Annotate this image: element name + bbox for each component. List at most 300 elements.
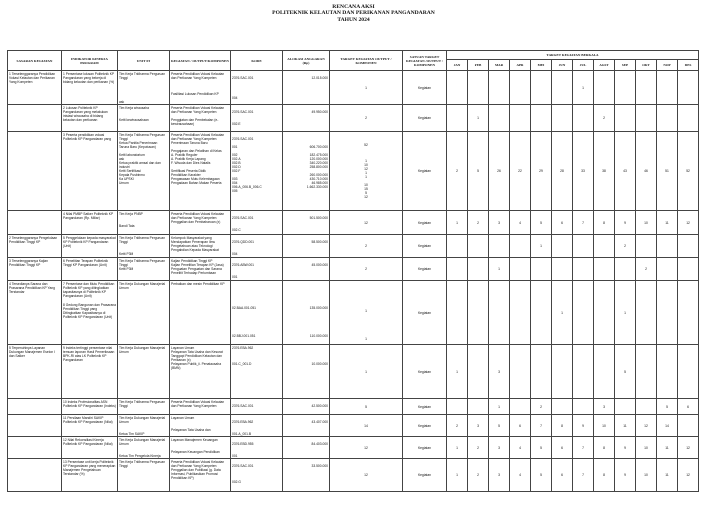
kode-cell [231,345,283,399]
kegiatan-line: Layanan Umum [171,345,195,350]
month-value-jul [573,105,594,132]
kegiatan-line: Pengadaan Bahan Makan Peserta [171,180,222,185]
month-value-apr [510,399,531,415]
alokasi-line: 12.015.000 [311,75,328,80]
kegiatan-cell [170,415,231,437]
kegiatan-line: F. Wisuda dan Dies Natalis [171,160,211,165]
header-indikator: INDIKATOR KINERJA PROGRAM [62,51,118,71]
kode-cell [231,459,283,492]
kegiatan-line: Kajian Pendidikan Tinggi KP [171,258,213,263]
month-value-des: 12 [678,459,699,492]
month-value-des [678,235,699,258]
kegiatan-line: Peserta Pendidikan Vokasi Kelautan dan Perikanan Yang Kompeten [171,211,225,220]
month-value-sep [615,71,636,105]
alokasi-cell [283,105,330,132]
unit-cell [118,211,170,235]
satuan-cell: Kegiatan [403,415,447,437]
month-value-jun [552,71,573,105]
month-value-des [678,258,699,281]
kegiatan-cell [170,437,231,459]
unit-cell [118,437,170,459]
kode-line: 005 [232,188,238,193]
unit-cell [118,345,170,399]
kode-cell [231,105,283,132]
month-value-nop [657,258,678,281]
satuan-cell: Kegiatan [403,345,447,399]
month-value-feb: 2 [468,211,489,235]
month-value-jul [573,258,594,281]
indikator-cell [62,105,118,132]
kode-line: 004 [232,180,238,185]
month-value-mar: 3 [489,459,510,492]
month-value-feb: 2 [468,437,489,459]
kegiatan-line: Pelayanan Tata Usaha dan [171,427,211,432]
kode-cell [231,71,283,105]
unit-line: ask [119,99,125,104]
sasaran-cell: 5 Terpenuhinya Layanan Dukungan Manajemen Eselon I dan Satker [8,345,62,399]
month-value-okt: 10 [636,437,657,459]
month-value-jan: 2 [447,415,468,437]
target-line: 5 [365,191,367,195]
month-value-nop [657,71,678,105]
alokasi-line: 43.407.000 [311,419,328,424]
unit-line: Tim Kerja Dukungan Manajerial Umum [119,281,166,290]
indikator-text: 3 Peserta pendidikan vokasi Politeknik KP Pangandaran yang [63,132,112,141]
indikator-text: 12 Nilai Rekonsiliasi Kinerja Politeknik KP Pangandaran (Nilai) [63,437,113,446]
kegiatan-line: Layanan Manajemen Keuangan [171,437,218,442]
kode-line: 2376.SAC.001 [232,109,254,114]
month-value-mar: 1 [489,258,510,281]
month-value-feb: 2 [468,459,489,492]
table-row [8,459,699,492]
kode-line: 002.B [232,160,241,165]
header-target-output: TARGET KEGIATAN OUTPUT / KOMPONEN [330,51,403,71]
header-sasaran: SASARAN KEGIATAN [8,51,62,71]
month-value-mei: 29 [531,132,552,211]
header-month-des: DES [678,60,699,71]
satuan-cell: Kegiatan [403,437,447,459]
month-value-feb: 5 [468,132,489,211]
month-value-mar [489,105,510,132]
unit-cell [118,71,170,105]
table-row [8,415,699,437]
month-value-agst: 10 [594,415,615,437]
month-value-apr [510,345,531,399]
month-value-feb [468,345,489,399]
header-target-berkala: TARGET KEGIATAN BERKALA [447,51,699,60]
month-value-des [678,105,699,132]
month-value-okt [636,281,657,345]
target-cell: 12 [330,459,403,492]
kode-line: 2376.SAC.001 [232,75,254,80]
month-value-okt: 46 [636,132,657,211]
month-value-jan: 1 [447,211,468,235]
target-cell: 12 [330,211,403,235]
kode-line: 002.C [232,227,241,232]
kegiatan-cell [170,459,231,492]
month-value-agst [594,258,615,281]
table-row [8,399,699,415]
sasaran-cell [8,132,62,211]
month-value-agst [594,71,615,105]
alokasi-cell [283,399,330,415]
unit-line: Tim Kerja Dukungan Manajerial Umum [119,415,166,424]
document-title [0,4,707,23]
month-value-mar: 1 [489,399,510,415]
alokasi-line: 42.500.000 [311,403,328,408]
kode-line: 003 [232,176,238,181]
unit-line: Umum [119,180,129,185]
alokasi-cell [283,211,330,235]
month-value-mei: 5 [531,211,552,235]
alokasi-line: 135.000.000 [309,305,328,310]
alokasi-cell [283,71,330,105]
month-value-sep: 1 [615,281,636,345]
target-line: 1 [365,171,367,175]
unit-line: Tim Kerja Tridharma Perguruan Tinggi [119,258,166,267]
indikator-text: 7 Persentase dan Mutu Pendidikan Politeknik KP yang ditingkatkan kapasitasnya di Politeknik KP Pangandaran (Unit) [63,281,115,298]
kode-line: 004 [232,95,238,100]
satuan-cell: Kegiatan [403,459,447,492]
title-line-3: TAHUN 2024 [337,16,370,23]
kode-line: 006.A_006.B_006.C [232,184,262,189]
month-value-apr: 6 [510,415,531,437]
month-value-mar: 26 [489,132,510,211]
kode-cell [231,132,283,211]
target-line: 52 [364,143,368,147]
month-value-apr [510,235,531,258]
alokasi-line: 501.500.000 [309,215,328,220]
month-value-mei [531,281,552,345]
month-value-jun: 28 [552,132,573,211]
sasaran-cell: 2 Terselenggaranya Pengelolaan Pendidikan Tinggi KP [8,235,62,258]
month-value-jan [447,105,468,132]
kegiatan-line: Kajian Penelitian Terapan KP (Jasa) [171,262,224,267]
month-value-mei: 5 [531,437,552,459]
header-month-jan: JAN [447,60,468,71]
kode-cell [231,211,283,235]
unit-line: Tim Kerja Tridharma Perguruan Tinggi [119,235,166,244]
month-value-jul [573,345,594,399]
month-value-mei [531,345,552,399]
header-month-mei: MEI [531,60,552,71]
month-value-jun: 6 [552,211,573,235]
indikator-text: 2 Lulusan Politeknik KP Pangandaran yang melakukan inisiasi wirausaha di bidang kelautan dan perikanan [63,105,108,122]
kode-line: 2376.SAC.001 [232,136,254,141]
indikator-cell [62,132,118,211]
header-month-mar: MAR [489,60,510,71]
alokasi-cell [283,258,330,281]
alokasi-cell [283,437,330,459]
alokasi-cell [283,345,330,399]
target-cell [330,281,403,345]
kode-line: 002.E [232,121,241,126]
satuan-cell: Kegiatan [403,235,447,258]
kegiatan-line: A. Praktik Kerja Lapang [171,156,206,161]
kode-line: 002.A [232,156,241,161]
kode-cell [231,399,283,415]
sasaran-cell: 3 Terselenggaranya Kajian Pendidikan Tinggi KP [8,258,62,281]
target-line: 15 [364,187,368,191]
month-value-apr [510,258,531,281]
month-value-jan [447,258,468,281]
alokasi-line: 340.220.000 [309,160,328,165]
month-value-nop [657,235,678,258]
month-value-mei [531,258,552,281]
target-cell: 1 [330,345,403,399]
month-value-jan: 1 [447,437,468,459]
month-value-apr: 22 [510,132,531,211]
kode-line: 002.F [232,168,241,173]
indikator-text: 4 Nilai PMBP Satker Politeknik KP Pangandaran (Rp. Miliar) [63,211,114,220]
action-plan-table [7,50,699,492]
kegiatan-line: Pendidikan Karakter [171,172,201,177]
sasaran-cell [8,459,62,492]
month-value-nop: 5 [657,399,678,415]
indikator-text: 10 Indeks Profesionalitas ASN Politeknik KP Pangandaran (Indeks) [63,399,116,408]
header-month-sep: SEP [615,60,636,71]
satuan-cell: Kegiatan [403,258,447,281]
alokasi-line: 260.000.000 [309,172,328,177]
indikator-cell [62,399,118,415]
alokasi-line: 45.000.000 [311,262,328,267]
month-value-jul: 7 [573,459,594,492]
kegiatan-cell [170,211,231,235]
month-value-des [678,415,699,437]
month-value-mar: 3 [489,211,510,235]
unit-line: Tim Kerja wirausaha [119,105,149,110]
month-value-apr [510,281,531,345]
month-value-okt [636,235,657,258]
kegiatan-line: Sertifikasi Peserta Didik [171,168,206,173]
alokasi-cell [283,415,330,437]
month-value-mar: 3 [489,345,510,399]
month-value-jun: 8 [552,415,573,437]
unit-line: Tim Kerja Tridharma Perguruan Tinggi [119,399,166,408]
month-value-okt: 12 [636,415,657,437]
unit-line: Ketit P3M [119,266,134,271]
sasaran-cell [8,211,62,235]
kode-line: 2376.QDD.001 [232,239,254,244]
header-unit: UNIT PJ [118,51,170,71]
table-row [8,281,699,345]
month-value-jun [552,105,573,132]
kegiatan-line: Pelayanan Publik_ii. Penatausaha (BMN) [171,361,222,370]
alokasi-line: 84.403.000 [311,441,328,446]
kode-line: 02.BAA.001.051 [232,305,257,310]
unit-line: Ka UPSKI [119,176,134,181]
month-value-mar [489,281,510,345]
month-value-agst: 38 [594,132,615,211]
unit-cell [118,415,170,437]
alokasi-line: 33.500.000 [311,463,328,468]
kegiatan-line: Pelayanan Tata Usaha dan Kesurat Tanggapi Pendidikan Kelautan dan Perikanan (x) [171,349,223,362]
target-line: 1 [365,336,367,341]
target-line: 1 [365,159,367,163]
month-value-jan: 1 [447,459,468,492]
header-kegiatan: KEGIATAN / OUTPUT/KOMPONEN [170,51,231,71]
kode-line: 004 [232,251,238,256]
target-cell: 1 [330,71,403,105]
month-value-nop [657,345,678,399]
indikator-cell [62,258,118,281]
month-value-jan [447,281,468,345]
kegiatan-line: Peserta Pendidikan Vokasi Kelautan dan Perikanan Yang Kompeten [171,71,225,80]
kode-cell [231,415,283,437]
indikator-text: 11 Persilaan Mandiri SAKIP Politeknik KP Pangandaran (Nilai) [63,415,113,424]
kode-line: 001 [232,144,238,149]
kegiatan-cell [170,235,231,258]
sasaran-cell [8,437,62,459]
kode-line: 001 [232,453,238,458]
kode-cell [231,437,283,459]
target-line: 1 [365,308,367,313]
kegiatan-line: Penggalian dan Publikasi (g. Data Informasi, Publikasikan Promosi Pendidikan KP) [171,467,221,480]
month-value-sep: 9 [615,459,636,492]
month-value-des: 6 [678,399,699,415]
kode-line: 001 [232,274,238,279]
month-value-nop [657,105,678,132]
header-month-apr: APR [510,60,531,71]
month-value-agst [594,281,615,345]
month-value-jul: 7 [573,437,594,459]
month-value-jun [552,345,573,399]
month-value-feb [468,258,489,281]
kegiatan-cell [170,399,231,415]
target-cell [330,132,403,211]
alokasi-cell [283,281,330,345]
month-value-mei [531,105,552,132]
month-value-sep: 9 [615,437,636,459]
month-value-des [678,281,699,345]
alokasi-line: 606.700.000 [309,144,328,149]
kegiatan-line: Pengajaran dan Pelatihan di Kelas [171,148,222,153]
sasaran-cell [8,105,62,132]
unit-line: Ketit laboratorium [119,152,145,157]
unit-cell [118,258,170,281]
kegiatan-cell [170,105,231,132]
kode-line: 2376.EBA.962 [232,419,254,424]
kegiatan-cell [170,258,231,281]
satuan-cell: Kegiatan [403,399,447,415]
table-row [8,71,699,105]
month-value-mar [489,71,510,105]
target-line: 10 [364,163,368,167]
kode-line: 2376.SAC.001 [232,215,254,220]
month-value-okt [636,71,657,105]
satuan-cell: Kegiatan [403,132,447,211]
alokasi-line: 120.000.000 [309,156,328,161]
kode-line: 001.C_001.D [232,361,252,366]
unit-line: ask [119,156,125,161]
month-value-agst: 8 [594,437,615,459]
month-value-feb: 1 [468,105,489,132]
month-value-sep [615,258,636,281]
kegiatan-cell [170,71,231,105]
month-value-agst: 8 [594,211,615,235]
kode-cell [231,258,283,281]
month-value-mar: 5 [489,415,510,437]
kode-line: 002.D [232,164,241,169]
month-value-des: 12 [678,437,699,459]
indikator-cell [62,415,118,437]
kode-line: 001.A_001.B [232,431,252,436]
month-value-okt: 2 [636,258,657,281]
month-value-feb: 3 [468,415,489,437]
month-value-okt [636,105,657,132]
month-value-jul: 33 [573,132,594,211]
month-value-feb [468,71,489,105]
kegiatan-line: Penggalian dan Pembaharuan (x) [171,219,221,224]
kegiatan-line: Kelompok Masyarakat yang Mendapatkan Penerapan Ilmu Pengetahuan atau Teknologi [171,235,216,248]
alokasi-line: 110.000.000 [309,333,328,338]
kegiatan-cell [170,132,231,211]
month-value-mei: 2 [531,399,552,415]
month-value-des [678,71,699,105]
indikator-text: 8 Gedung Bangunan dan Prasarana Pendidikan Tinggi yang Ditingkatkan Kapasitasnya di Politeknik KP Pangandaran (Unit) [63,302,116,319]
month-value-okt [636,399,657,415]
month-value-jun: 1 [552,281,573,345]
month-value-des: 12 [678,211,699,235]
title-line-1: RENCANA AKSI [332,4,375,10]
unit-line: Kepala Pusbinmo [119,172,145,177]
kegiatan-line: Peserta Pendidikan Vokasi Kelautan dan Perikanan Yang Kompeten [171,399,225,408]
month-value-jul: 1 [573,71,594,105]
month-value-sep: 5 [615,345,636,399]
sasaran-cell [8,399,62,415]
sasaran-cell [8,415,62,437]
indikator-cell [62,211,118,235]
sasaran-cell: 4 Tersedianya Sarana dan Prasarana Pendidikan KP Yang Terstandar [8,281,62,345]
kegiatan-line: Pengawasan Mutu Kelembagaan [171,176,220,181]
month-value-nop: 14 [657,415,678,437]
kegiatan-line: A. Praktik Reguler [171,152,198,157]
alokasi-line: 49.950.000 [311,109,328,114]
month-value-mar: 3 [489,437,510,459]
month-value-feb [468,399,489,415]
month-value-jan: 2 [447,132,468,211]
alokasi-cell [283,132,330,211]
table-row [8,132,699,211]
unit-cell [118,235,170,258]
indikator-cell [62,345,118,399]
kegiatan-line: Pelayanan Keuangan Pendidikan [171,449,220,454]
kode-line: 2376.SAC.001 [232,403,254,408]
indikator-text: 1 Persentase lulusan Politeknik KP Pangandaran yang bekerja di bidang kelautan dan perikanan (%) [63,71,115,84]
target-line: 1 [365,175,367,179]
header-month-jun: JUN [552,60,573,71]
month-value-jan [447,235,468,258]
target-line: 12 [364,195,368,199]
header-satuan: SATUAN TARGET KEGIATAN /OUTPUT / KOMPONEN [403,51,447,71]
unit-line: Tim Kerja Tridharma Perguruan Tinggi [119,71,166,80]
alokasi-line: 1.662.330.000 [306,184,328,189]
unit-line: Tim Kerja PNBP [119,211,143,216]
kegiatan-line: Penguatan Penguatan dan Sarana Penelitit Terhadap Perlumbaan [171,266,222,275]
unit-line: Ketua Panitia Penerimaan Taruna Baru (Keputusan) [119,140,158,149]
month-value-sep: 11 [615,415,636,437]
indikator-text: 5 Penggelolaan kepada masyarakat KP Politeknik KP Pangandaran (Unit) [63,235,116,248]
month-value-jun [552,235,573,258]
month-value-mei: 7 [531,415,552,437]
month-value-jun: 6 [552,437,573,459]
kode-cell [231,235,283,258]
month-value-jun [552,399,573,415]
unit-line: Tim Kerja Tridharma Perguruan Tinggi [119,459,166,468]
month-value-sep [615,105,636,132]
kode-line: 2376.ABW.001 [232,262,254,267]
month-value-okt: 10 [636,459,657,492]
